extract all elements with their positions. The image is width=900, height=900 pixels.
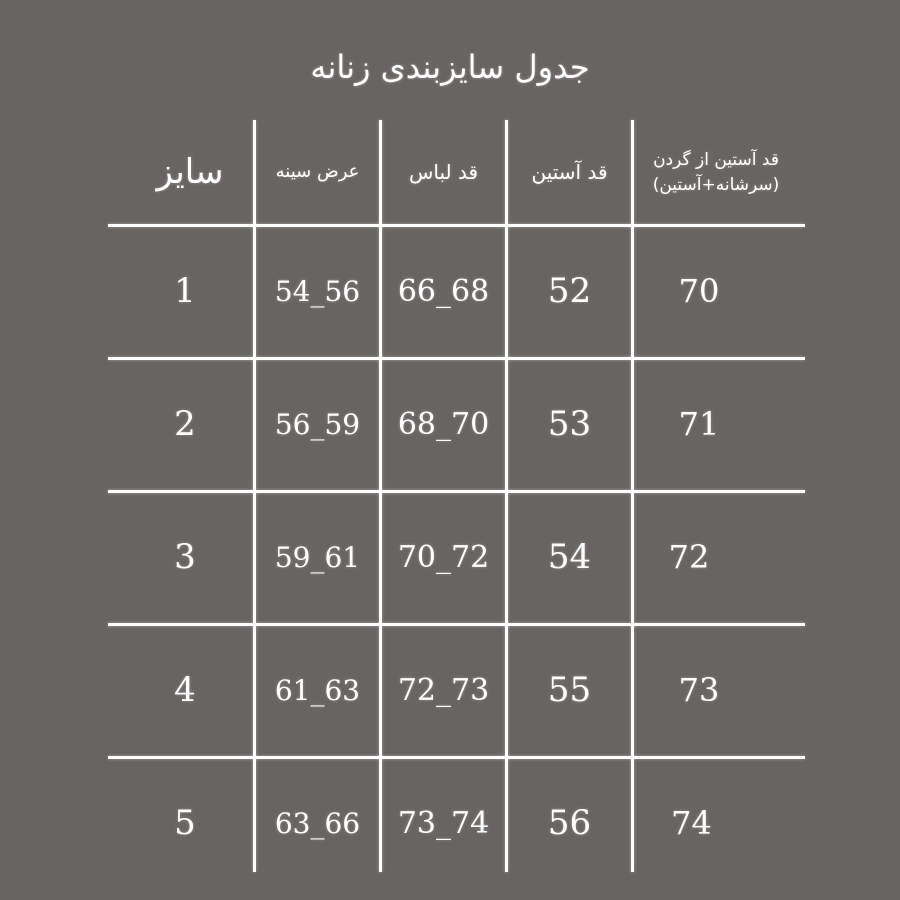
header-sleeve-from-neck bbox=[632, 120, 800, 225]
header-dress-length: قد لباس bbox=[408, 160, 479, 184]
table-cell-sleeve-from-neck: 70 bbox=[678, 272, 720, 310]
table-cell-size: 1 bbox=[174, 271, 196, 311]
table-cell-size: 2 bbox=[174, 404, 196, 444]
table-cell-chest-width: 56_59 bbox=[274, 407, 361, 441]
table-cell-sleeve-length: 56 bbox=[547, 803, 592, 843]
header-sleeve-from-neck-line2: (سرشانه+آستین) bbox=[652, 174, 780, 195]
table-cell-dress-length: 72_73 bbox=[397, 672, 490, 708]
table-cell-chest-width: 54_56 bbox=[274, 274, 361, 308]
table-cell-sleeve-length: 55 bbox=[547, 670, 592, 710]
table-cell-size: 5 bbox=[174, 803, 196, 843]
table-cell-chest-width: 59_61 bbox=[274, 540, 361, 574]
table-cell-sleeve-from-neck: 72 bbox=[668, 538, 710, 576]
table-cell-sleeve-from-neck: 73 bbox=[678, 671, 720, 709]
table-cell-chest-width: 63_66 bbox=[274, 806, 361, 840]
header-chest-width: عرض سینه bbox=[275, 161, 360, 183]
table-cell-sleeve-from-neck: 74 bbox=[671, 804, 712, 842]
table-cell-sleeve-length: 52 bbox=[547, 271, 592, 311]
header-sleeve-from-neck-line1: قد آستین از گردن bbox=[653, 149, 779, 170]
header-sleeve-length: قد آستین bbox=[531, 160, 608, 184]
table-cell-sleeve-from-neck: 71 bbox=[678, 405, 720, 443]
table-cell-size: 4 bbox=[174, 670, 196, 710]
header-size: سایز bbox=[156, 151, 224, 192]
page-title: جدول سایزبندی زنانه bbox=[310, 48, 590, 86]
table-cell-size: 3 bbox=[174, 537, 196, 577]
table-cell-sleeve-length: 54 bbox=[547, 537, 592, 577]
table-cell-chest-width: 61_63 bbox=[274, 673, 361, 707]
table-cell-dress-length: 70_72 bbox=[397, 539, 490, 575]
table-cell-dress-length: 66_68 bbox=[397, 273, 490, 309]
table-cell-dress-length: 68_70 bbox=[397, 406, 490, 442]
table-cell-sleeve-length: 53 bbox=[547, 404, 592, 444]
table-cell-dress-length: 73_74 bbox=[397, 805, 490, 841]
